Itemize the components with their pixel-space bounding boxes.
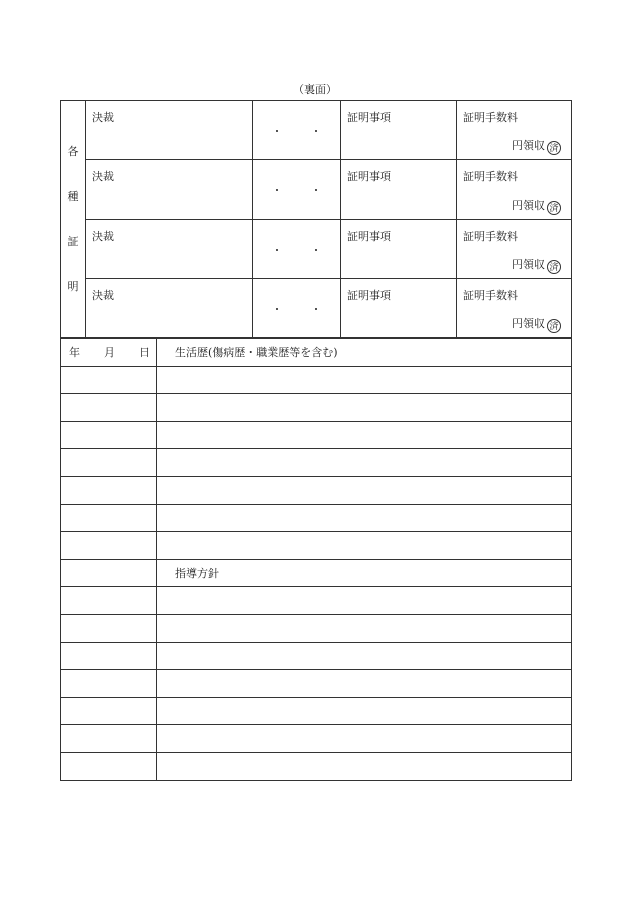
history-row [61, 532, 572, 560]
history-date-cell[interactable] [61, 421, 157, 449]
fee-received-text: 円領収 [512, 257, 545, 271]
history-row [61, 449, 572, 477]
matter-cell[interactable] [341, 219, 457, 278]
fee-received-text: 円領収 [512, 198, 545, 212]
date-dot: ・ [310, 302, 322, 316]
decision-cell[interactable] [86, 278, 253, 337]
month-label: 月 [104, 346, 115, 360]
history-row [61, 504, 572, 532]
date-dot: ・ [271, 302, 283, 316]
date-dot: ・ [310, 184, 322, 198]
history-date-header [61, 339, 157, 367]
date-dot: ・ [271, 184, 283, 198]
date-cell[interactable] [253, 219, 341, 278]
paid-seal-icon: 済 [547, 141, 561, 155]
matter-label: 証明事項 [347, 170, 391, 184]
history-row [61, 366, 572, 394]
fee-cell[interactable] [457, 219, 572, 278]
matter-label: 証明事項 [347, 229, 391, 243]
certificate-row [61, 101, 572, 160]
guidance-row [61, 697, 572, 725]
decision-cell[interactable] [86, 160, 253, 219]
guidance-date-cell[interactable] [61, 587, 157, 615]
certificate-row [61, 160, 572, 219]
matter-cell[interactable] [341, 160, 457, 219]
date-dot: ・ [310, 243, 322, 257]
history-row [61, 394, 572, 422]
matter-cell[interactable] [341, 101, 457, 160]
fee-cell[interactable] [457, 101, 572, 160]
fee-cell[interactable] [457, 278, 572, 337]
history-date-cell[interactable] [61, 504, 157, 532]
fee-label: 証明手数料 [463, 111, 518, 124]
history-row [61, 421, 572, 449]
history-row [61, 476, 572, 504]
fee-cell[interactable] [457, 160, 572, 219]
paid-seal-icon: 済 [547, 201, 561, 215]
life-history-table [60, 338, 572, 781]
certificate-table [60, 100, 572, 338]
date-cell[interactable] [253, 101, 341, 160]
guidance-header-row [61, 559, 572, 587]
guidance-date-cell[interactable] [61, 725, 157, 753]
history-entry-cell[interactable] [157, 366, 572, 394]
date-cell[interactable] [253, 278, 341, 337]
guidance-entry-cell[interactable] [157, 725, 572, 753]
decision-label: 決裁 [92, 288, 114, 302]
history-date-cell[interactable] [61, 449, 157, 477]
decision-label: 決裁 [92, 111, 114, 124]
guidance-entry-cell[interactable] [157, 752, 572, 780]
guidance-date-cell[interactable] [61, 670, 157, 698]
history-entry-cell[interactable] [157, 394, 572, 422]
side-label-char: 明 [67, 280, 79, 293]
matter-label: 証明事項 [347, 288, 391, 302]
date-dot: ・ [310, 125, 322, 138]
history-entry-cell[interactable] [157, 532, 572, 560]
history-date-cell[interactable] [61, 366, 157, 394]
fee-received-text: 円領収 [512, 317, 545, 330]
matter-label: 証明事項 [347, 111, 391, 124]
year-label: 年 [69, 346, 80, 360]
decision-label: 決裁 [92, 170, 114, 184]
guidance-date-cell[interactable] [61, 752, 157, 780]
side-label-char: 種 [67, 190, 79, 203]
decision-cell[interactable] [86, 101, 253, 160]
guidance-policy-label: 指導方針 [157, 559, 572, 587]
decision-cell[interactable] [86, 219, 253, 278]
side-label-char: 証 [67, 235, 79, 248]
history-entry-cell[interactable] [157, 504, 572, 532]
date-dot: ・ [271, 125, 283, 138]
page-title: （裏面） [293, 83, 337, 96]
date-dot: ・ [271, 243, 283, 257]
history-date-cell[interactable] [61, 476, 157, 504]
paid-seal-icon: 済 [547, 319, 561, 333]
history-header-row [61, 339, 572, 367]
guidance-row [61, 587, 572, 615]
history-entry-cell[interactable] [157, 476, 572, 504]
certificate-row [61, 219, 572, 278]
guidance-date-cell[interactable] [61, 697, 157, 725]
decision-label: 決裁 [92, 229, 114, 243]
guidance-date-cell[interactable] [61, 559, 157, 587]
guidance-entry-cell[interactable] [157, 587, 572, 615]
date-cell[interactable] [253, 160, 341, 219]
guidance-row [61, 670, 572, 698]
fee-label: 証明手数料 [463, 170, 518, 184]
history-date-cell[interactable] [61, 394, 157, 422]
guidance-row [61, 614, 572, 642]
guidance-date-cell[interactable] [61, 642, 157, 670]
fee-received-text: 円領収 [512, 139, 545, 153]
history-entry-cell[interactable] [157, 449, 572, 477]
guidance-date-cell[interactable] [61, 614, 157, 642]
matter-cell[interactable] [341, 278, 457, 337]
fee-label: 証明手数料 [463, 288, 518, 302]
side-label-char: 各 [67, 145, 79, 158]
certificate-side-label [61, 101, 86, 338]
history-description-header: 生活歴(傷病歴・職業歴等を含む) [157, 339, 572, 367]
guidance-entry-cell[interactable] [157, 697, 572, 725]
certificate-row [61, 278, 572, 337]
guidance-entry-cell[interactable] [157, 670, 572, 698]
guidance-row [61, 725, 572, 753]
guidance-entry-cell[interactable] [157, 614, 572, 642]
guidance-entry-cell[interactable] [157, 642, 572, 670]
day-label: 日 [139, 346, 150, 360]
paid-seal-icon: 済 [547, 260, 561, 274]
history-date-cell[interactable] [61, 532, 157, 560]
guidance-row [61, 752, 572, 780]
history-entry-cell[interactable] [157, 421, 572, 449]
fee-label: 証明手数料 [463, 229, 518, 243]
guidance-row [61, 642, 572, 670]
